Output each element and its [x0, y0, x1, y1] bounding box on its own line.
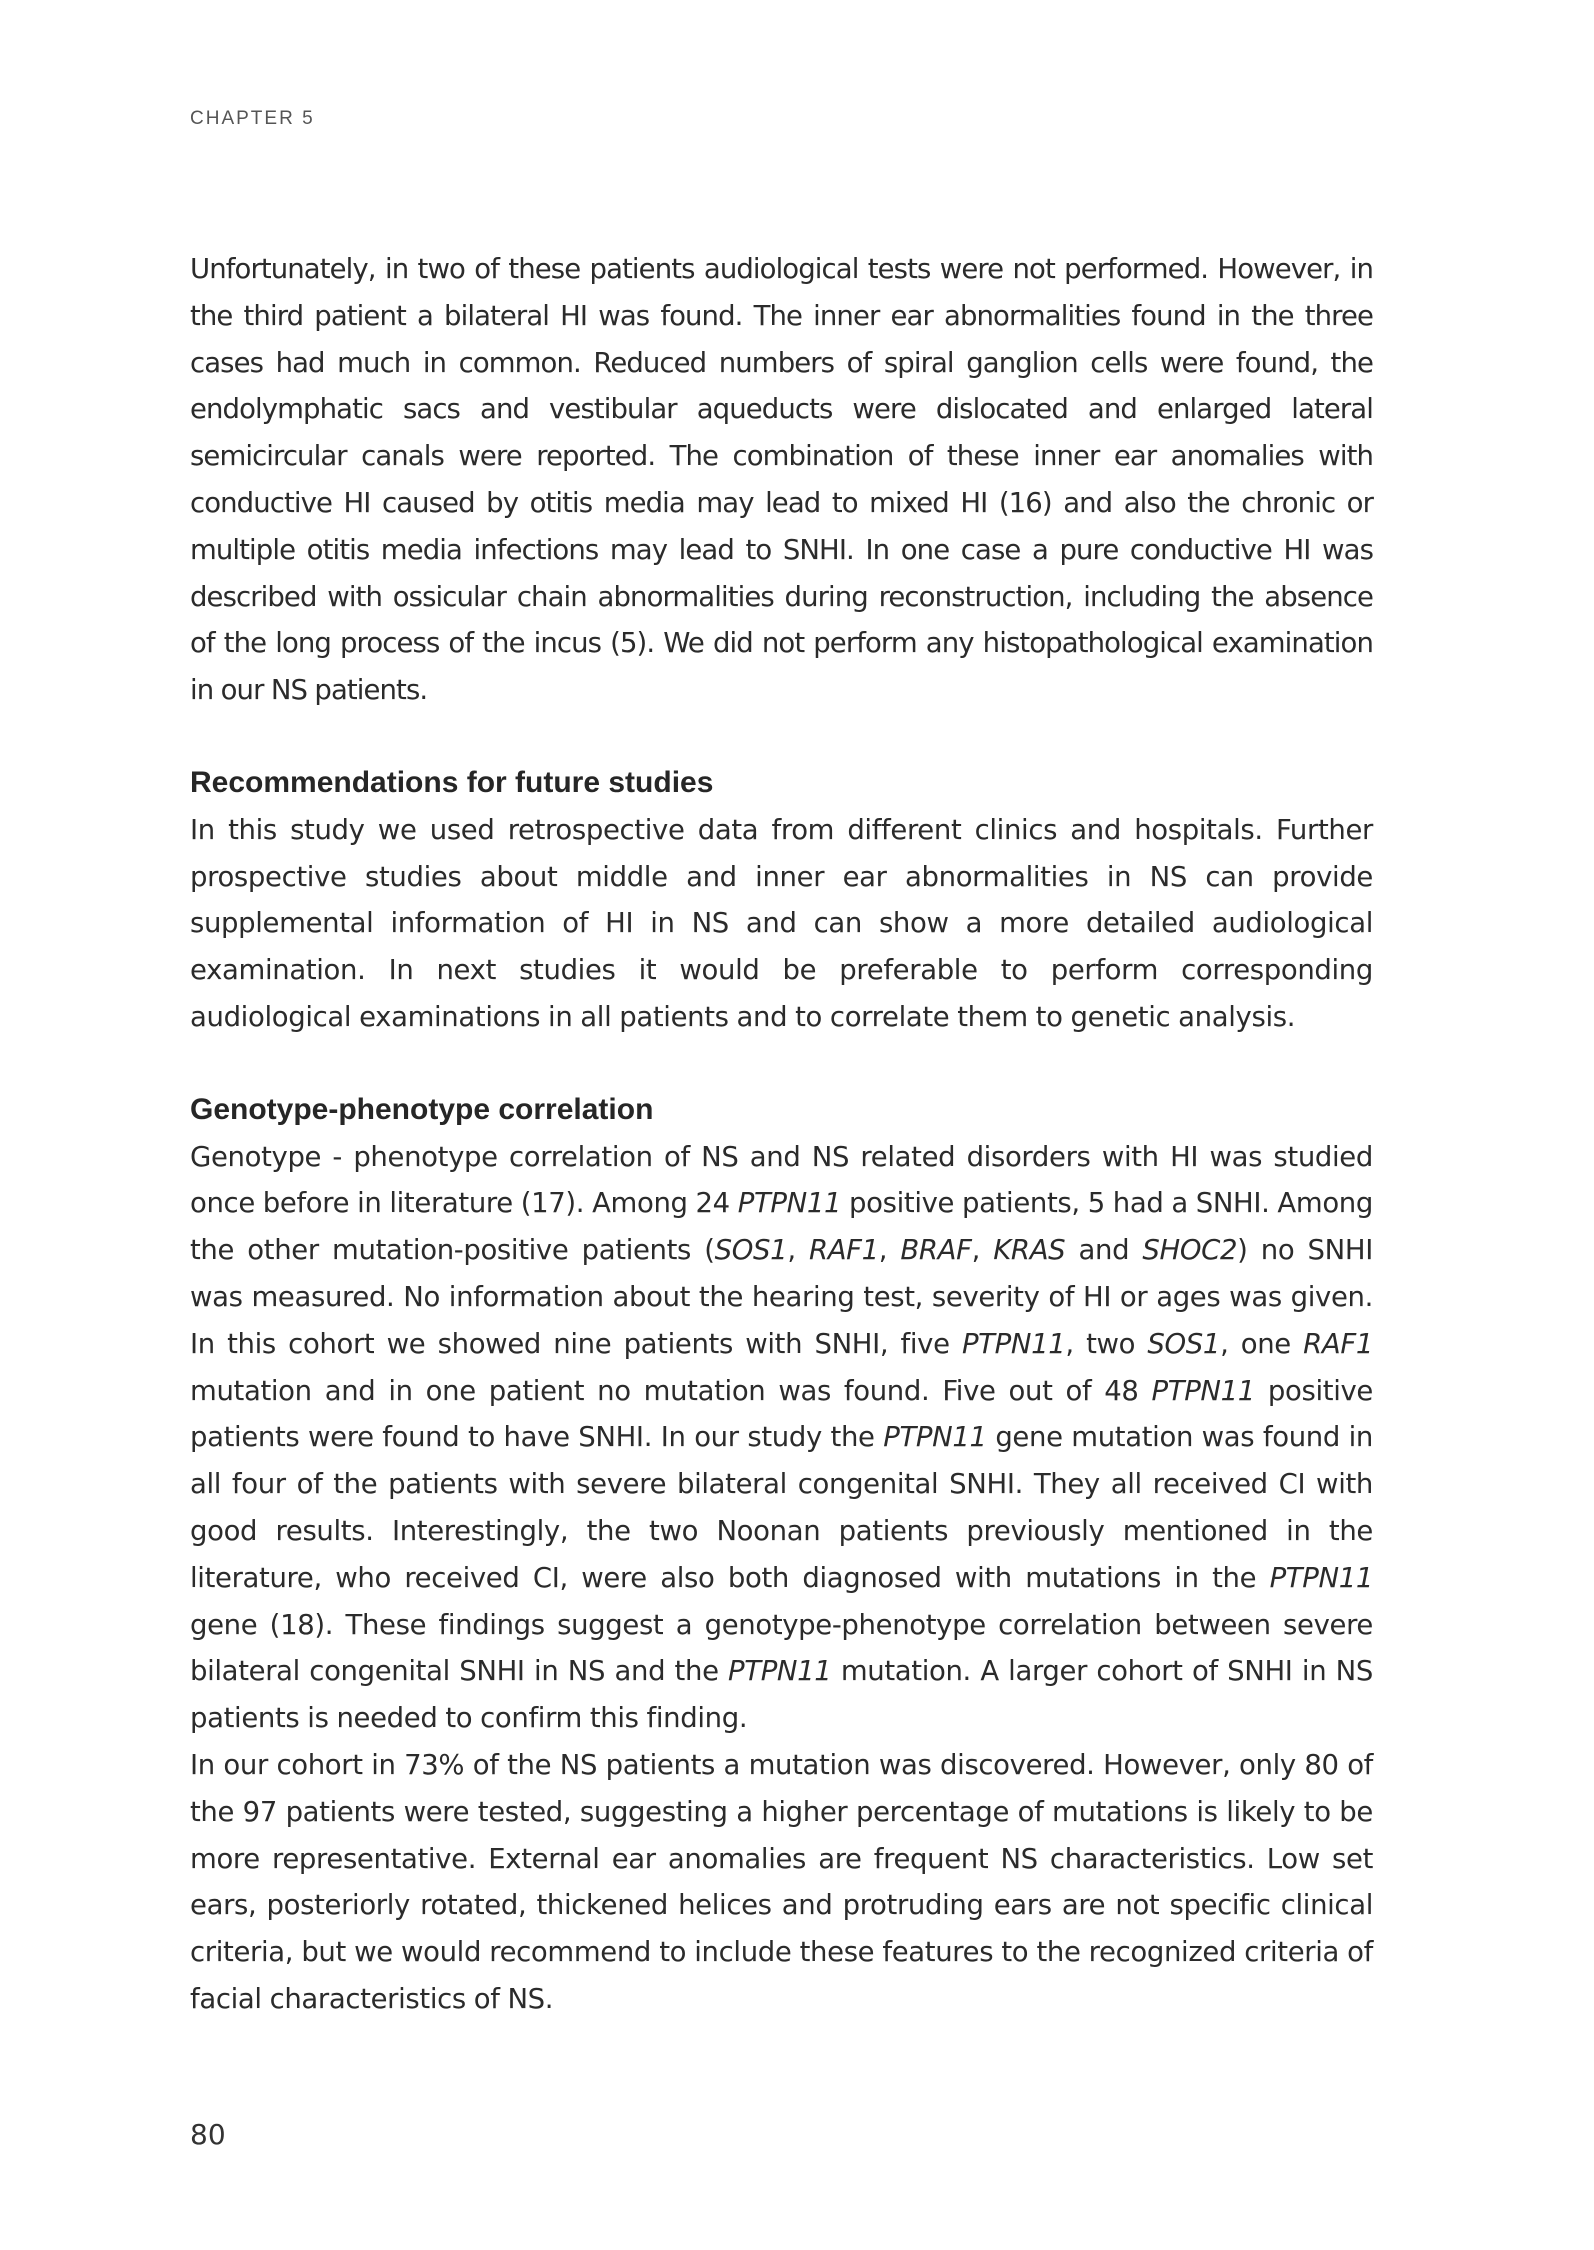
text-span: , one: [1220, 1327, 1304, 1360]
text-span: Genotype - phenotype correlation of NS and NS related disorders with HI was studied once before in literature (17). Among 24: [190, 1140, 1373, 1220]
recommendations-heading: Recommendations for future studies: [190, 765, 714, 799]
gene-name: PTPN11: [961, 1327, 1066, 1360]
text-span: ,: [971, 1234, 994, 1267]
gene-name: PTPN11: [728, 1655, 832, 1688]
text-span: mutation. A larger cohort of SNHI in NS patients is needed to confirm this finding.: [190, 1655, 1374, 1735]
text-span: ,: [787, 1234, 809, 1267]
text-span: gene mutation was found in all four of the patients with severe bilateral congenital SNHI. They all received CI with good results. Interestingly, the two Noonan patients previously mentioned in the literature, who received CI, were also both diagnosed with mutations in the: [190, 1421, 1374, 1594]
gene-name: SHOC2: [1142, 1234, 1238, 1267]
genotype-paragraph-1: [190, 1134, 1373, 1742]
text-span: ) no SNHI was measured. No information about the hearing test, severity of HI or ages was given. In this cohort we showed nine patients with SNHI, five: [190, 1234, 1373, 1360]
text-span: ,: [878, 1234, 901, 1267]
gene-name: PTPN11: [1269, 1561, 1373, 1594]
gene-name: SOS1: [714, 1234, 788, 1267]
gene-name: PTPN11: [1151, 1374, 1255, 1407]
recommendations-paragraph: In this study we used retrospective data from different clinics and hospitals. Further prospective studies about middle and inner ear abnormalities in NS can provide supplemental information of HI in NS and can show a more detailed audiological examination. In next studies it would be preferable to perform corresponding audiological examinations in all patients and to correlate them to genetic analysis.: [190, 813, 1373, 1033]
intro-paragraph: Unfortunately, in two of these patients audiological tests were not performed. However, in the third patient a bilateral HI was found. The inner ear abnormalities found in the three cases had much in common. Reduced numbers of spiral ganglion cells were found, the endolymphatic sacs and vestibular aqueducts were dislocated and enlarged lateral semicircular canals were reported. The combination of these inner ear anomalies with conductive HI caused by otitis media may lead to mixed HI (16) and also the chronic or multiple otitis media infections may lead to SNHI. In one case a pure conductive HI was described with ossicular chain abnormalities during reconstruction, including the absence of the long process of the incus (5). We did not perform any histopathological examination in our NS patients.: [190, 253, 1373, 707]
genotype-heading: Genotype-phenotype correlation: [190, 1092, 654, 1126]
body-content: [190, 246, 1373, 2023]
gene-name: RAF1: [808, 1234, 879, 1267]
text-span: mutation and in one patient no mutation was found. Five out of 48: [190, 1374, 1152, 1407]
text-span: gene (18). These findings suggest a genotype-phenotype correlation between severe bilateral congenital SNHI in NS and the: [190, 1608, 1373, 1688]
text-span: and: [1065, 1234, 1143, 1267]
gene-name: SOS1: [1147, 1327, 1221, 1360]
gene-name: BRAF: [900, 1234, 972, 1267]
genotype-paragraph-2: In our cohort in 73% of the NS patients a mutation was discovered. However, only 80 of the 97 patients were tested, suggesting a higher percentage of mutations is likely to be more representative. External ear anomalies are frequent NS characteristics. Low set ears, posteriorly rotated, thickened helices and protruding ears are not specific clinical criteria, but we would recommend to include these features to the recognized criteria of facial characteristics of NS.: [190, 1748, 1373, 2015]
gene-name: PTPN11: [883, 1421, 987, 1454]
text-span: positive patients were found to have SNHI. In our study the: [190, 1374, 1373, 1454]
gene-name: KRAS: [993, 1234, 1066, 1267]
page-number: 80: [190, 2118, 226, 2151]
gene-name: PTPN11: [737, 1187, 842, 1220]
gene-name: RAF1: [1303, 1327, 1373, 1360]
text-span: , two: [1065, 1327, 1148, 1360]
running-header: CHAPTER 5: [190, 108, 315, 129]
text-span: positive patients, 5 had a SNHI. Among the other mutation-positive patients (: [190, 1187, 1373, 1267]
